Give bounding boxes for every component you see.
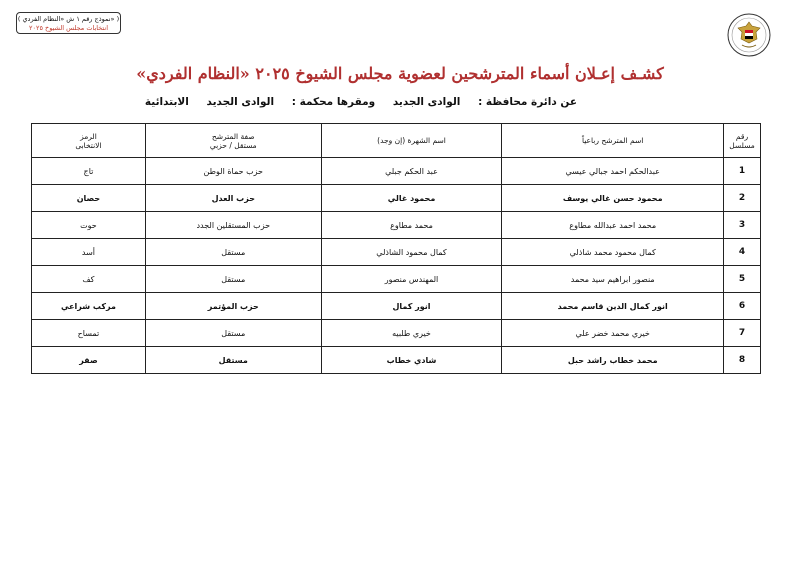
cell-name: محمد احمد عبدالله مطاوع	[502, 212, 724, 239]
constituency-label: عن دائرة محافظة :	[478, 96, 577, 108]
cell-nickname: خيري طلبيه	[321, 320, 502, 347]
cell-serial: 4	[724, 239, 761, 266]
header-symbol: الرمز الانتخابى	[32, 124, 146, 158]
table-row	[32, 185, 761, 212]
cell-nickname: كمال محمود الشاذلي	[321, 239, 502, 266]
cell-capacity: مستقل	[145, 239, 321, 266]
cell-name: كمال محمود محمد شاذلي	[502, 239, 724, 266]
cell-serial: 3	[724, 212, 761, 239]
header-serial: رقم مسلسل	[724, 124, 761, 158]
cell-serial: 5	[724, 266, 761, 293]
cell-serial: 7	[724, 320, 761, 347]
cell-serial: 6	[724, 293, 761, 320]
header-name: اسم المترشح رباعياً	[502, 124, 724, 158]
cell-serial: 1	[724, 158, 761, 185]
form-number-label	[16, 12, 121, 34]
cell-name: منصور ابراهيم سيد محمد	[502, 266, 724, 293]
table-row	[32, 239, 761, 266]
table-row	[32, 212, 761, 239]
cell-capacity: حزب المستقلين الجدد	[145, 212, 321, 239]
cell-symbol: أسد	[32, 239, 146, 266]
candidates-table	[31, 123, 761, 374]
cell-name: انور كمال الدين قاسم محمد	[502, 293, 724, 320]
table-row	[32, 158, 761, 185]
cell-serial: 2	[724, 185, 761, 212]
cell-symbol: حصان	[32, 185, 146, 212]
cell-name: خيري محمد خضر علي	[502, 320, 724, 347]
cell-symbol: صقر	[32, 347, 146, 374]
table-row	[32, 347, 761, 374]
court-type: الابتدائية	[144, 96, 189, 108]
form-number-line: ( نموذج رقم ١ ش «النظام الفردي» )	[17, 15, 120, 23]
cell-name: محمد خطاب راشد حبل	[502, 347, 724, 374]
cell-capacity: مستقل	[145, 320, 321, 347]
cell-capacity: حزب العدل	[145, 185, 321, 212]
cell-symbol: كف	[32, 266, 146, 293]
cell-name: عبدالحكم احمد جبالي عيسي	[502, 158, 724, 185]
cell-capacity: حزب المؤتمر	[145, 293, 321, 320]
header-capacity: صفة المترشح مستقل / حزبي	[145, 124, 321, 158]
cell-capacity: حزب حماة الوطن	[145, 158, 321, 185]
egypt-eagle-emblem	[727, 13, 771, 57]
table-header-row	[32, 124, 761, 158]
cell-capacity: مستقل	[145, 266, 321, 293]
cell-serial: 8	[724, 347, 761, 374]
header-nickname: اسم الشهرة (إن وجد)	[321, 124, 502, 158]
table-row	[32, 293, 761, 320]
cell-symbol: تاج	[32, 158, 146, 185]
table-row	[32, 320, 761, 347]
cell-nickname: شادي خطاب	[321, 347, 502, 374]
page-title: كشـف إعـلان أسماء المترشحين لعضوية مجلس الشيوخ ٢٠٢٥ «النظام الفردي»	[136, 64, 664, 83]
cell-nickname: محمد مطاوع	[321, 212, 502, 239]
cell-nickname: عبد الحكم جبلي	[321, 158, 502, 185]
cell-symbol: حوت	[32, 212, 146, 239]
cell-symbol: تمساح	[32, 320, 146, 347]
cell-name: محمود حسن غالي يوسف	[502, 185, 724, 212]
cell-nickname: انور كمال	[321, 293, 502, 320]
election-name-line: انتخابات مجلس الشيوخ ٢٠٢٥	[28, 24, 109, 32]
cell-nickname: المهندس منصور	[321, 266, 502, 293]
cell-capacity: مستقل	[145, 347, 321, 374]
constituency-info	[131, 96, 577, 108]
table-row	[32, 266, 761, 293]
court-value: الوادى الجديد	[206, 96, 275, 108]
cell-nickname: محمود غالي	[321, 185, 502, 212]
court-label: ومقرها محكمة :	[291, 96, 376, 108]
cell-symbol: مركب شراعي	[32, 293, 146, 320]
constituency-value: الوادى الجديد	[392, 96, 461, 108]
